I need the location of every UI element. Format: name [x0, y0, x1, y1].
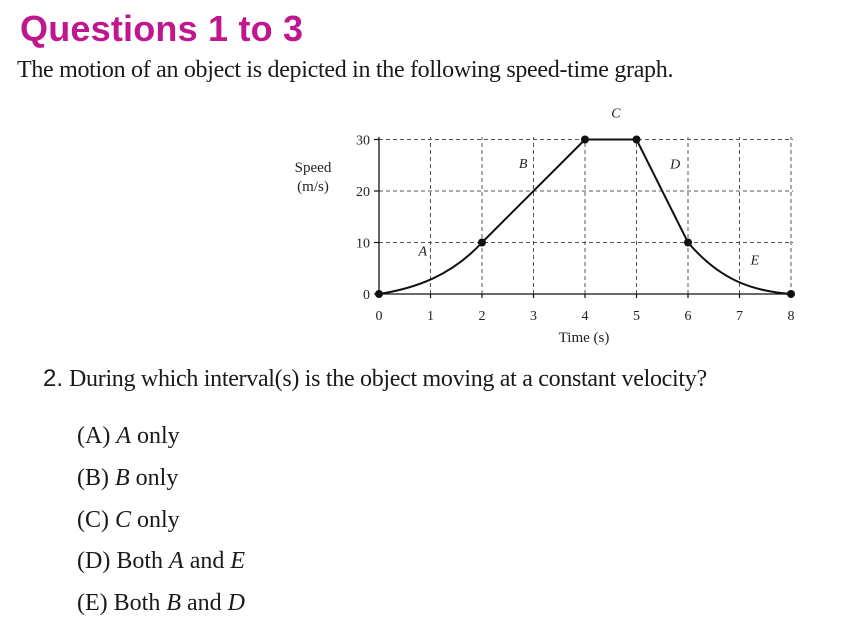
x-tick-label: 8 [787, 309, 795, 324]
choice-text: Both [113, 590, 167, 616]
choice-letter: (C) [77, 507, 115, 533]
choice-text: and [181, 590, 228, 616]
choice-letter: (A) [77, 423, 117, 449]
choice-text: only [131, 423, 180, 449]
choice-text: B [166, 590, 182, 616]
choice-a[interactable] [77, 423, 180, 450]
choice-letter: (D) [77, 548, 117, 574]
segment-label-d: D [670, 157, 681, 173]
segment-label-b: B [518, 156, 528, 172]
page-heading: Questions 1 to 3 [20, 8, 304, 49]
x-tick-label: 4 [581, 309, 589, 324]
choice-text: A [116, 423, 131, 449]
question-2 [43, 365, 707, 393]
y-tick-label: 10 [356, 236, 370, 252]
choice-letter: (E) [77, 590, 114, 616]
choice-d[interactable] [77, 548, 245, 575]
y-tick-label: 0 [363, 288, 370, 303]
x-tick-label: 6 [684, 309, 692, 324]
choice-text: only [131, 507, 180, 533]
data-point [478, 239, 486, 247]
choice-text: only [129, 465, 179, 491]
choice-text: B [115, 465, 130, 491]
choice-b[interactable] [77, 465, 178, 492]
x-tick-label: 2 [478, 309, 486, 324]
choice-text: D [227, 590, 246, 616]
data-point [375, 290, 383, 298]
choice-text: Both [116, 548, 170, 574]
question-text: During which interval(s) is the object moving at a constant velocity? [69, 366, 707, 392]
question-number: 2. [43, 365, 64, 392]
y-axis-label: Speed [294, 160, 332, 176]
data-point [581, 136, 589, 144]
x-tick-label: 5 [633, 309, 640, 324]
data-point [787, 290, 795, 298]
choice-text: C [115, 507, 132, 533]
segment-label-c: C [611, 106, 621, 122]
choice-letter: (B) [77, 465, 115, 491]
y-axis-label: (m/s) [297, 179, 329, 195]
data-point [684, 239, 692, 247]
data-point [633, 136, 641, 144]
choice-text: E [230, 548, 246, 574]
x-tick-label: 1 [427, 309, 434, 324]
intro-text: The motion of an object is depicted in the following speed-time graph. [17, 57, 674, 83]
segment-label-e: E [750, 253, 760, 269]
y-tick-label: 20 [356, 185, 370, 200]
x-tick-label: 3 [530, 309, 537, 324]
y-tick-label: 30 [356, 133, 370, 149]
choice-e[interactable] [77, 590, 245, 617]
x-tick-label: 7 [736, 309, 743, 324]
x-axis-label: Time (s) [558, 330, 610, 346]
choice-text: and [183, 548, 231, 574]
segment-label-a: A [418, 244, 428, 260]
choice-c[interactable] [77, 507, 180, 534]
choice-text: A [169, 548, 184, 574]
x-tick-label: 0 [375, 309, 383, 324]
